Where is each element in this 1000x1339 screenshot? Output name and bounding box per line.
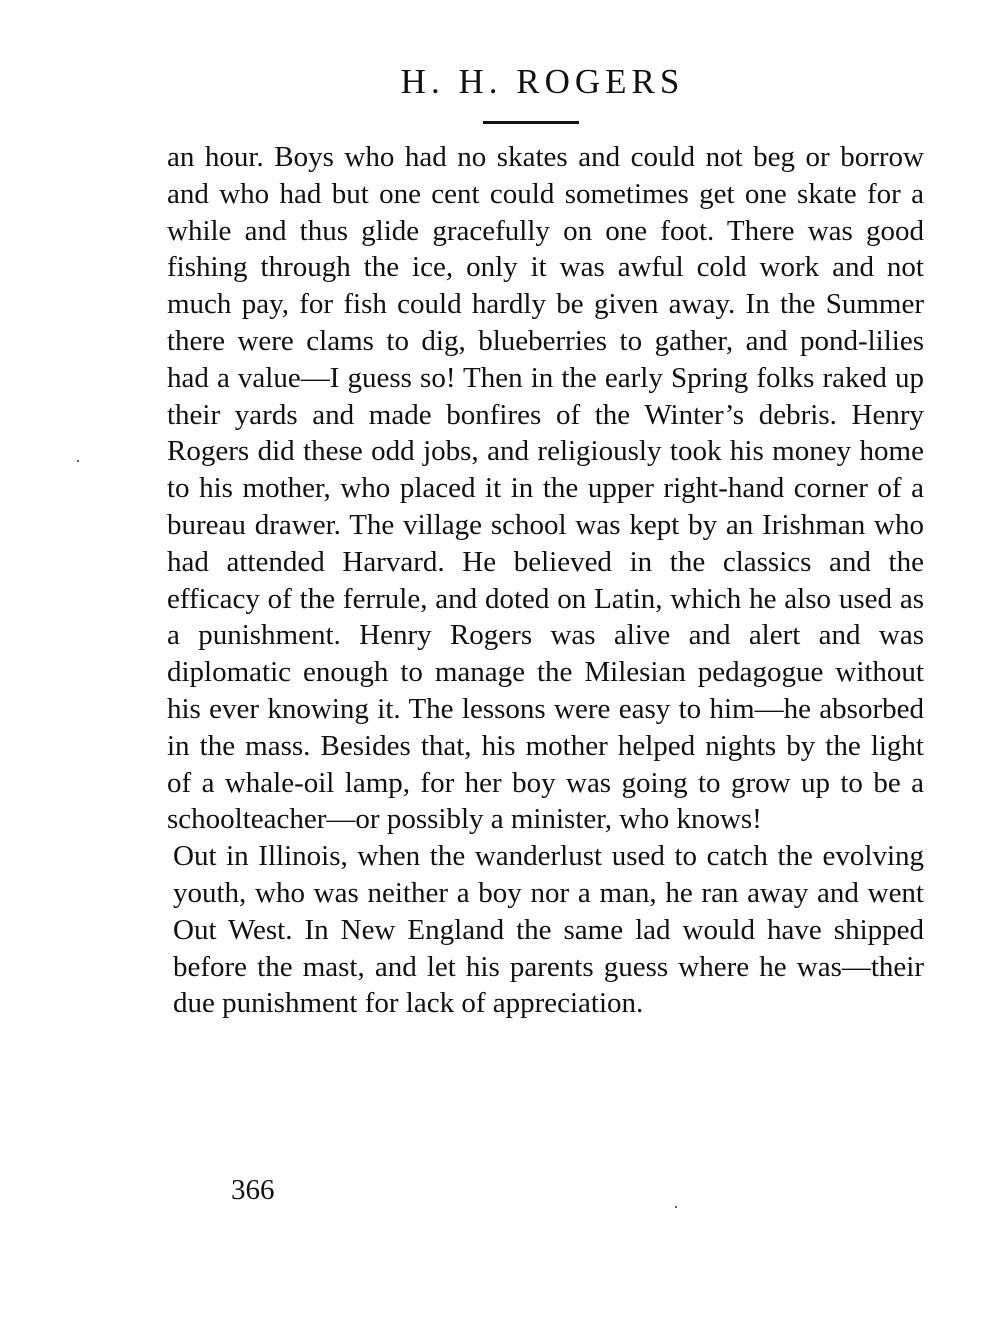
scan-speck	[675, 1206, 677, 1208]
scan-speck	[77, 460, 79, 462]
body-text	[167, 139, 924, 1022]
paragraph-2: Out in Illinois, when the wanderlust used to catch the evolving youth, who was neither a boy nor a man, he ran away and went Out West. In New England the same lad would have shipped before the mast, and let his parents guess where he was—their due punishment for lack of appreciation.	[173, 840, 924, 1020]
paragraph-1: an hour. Boys who had no skates and could not beg or borrow and who had but one cent could sometimes get one skate for a while and thus glide gracefully on one foot. There was good fishing through the ice, only it was awful cold work and not much pay, for fish could hardly be given away. In the Summer there were clams to dig, blueberries to gather, and pond-lilies had a value—I guess so! Then in the early Spring folks raked up their yards and made bonfires of the Winter’s debris. Henry Rogers did these odd jobs, and religiously took his money home to his mother, who placed it in the upper right-hand corner of a bureau drawer. The village school was kept by an Irishman who had attended Harvard. He believed in the classics and the efficacy of the ferrule, and doted on Latin, which he also used as a punishment. Henry Rogers was alive and alert and was diplomatic enough to manage the Milesian pedagogue without his ever knowing it. The lessons were easy to him—he absorbed in the mass. Besides that, his mother helped nights by the light of a whale-oil lamp, for her boy was going to grow up to be a schoolteacher—or possibly a minister, who knows!	[167, 141, 924, 836]
head-rule	[483, 121, 579, 124]
page-number: 366	[231, 1174, 275, 1206]
running-head: H. H. ROGERS	[400, 62, 685, 101]
